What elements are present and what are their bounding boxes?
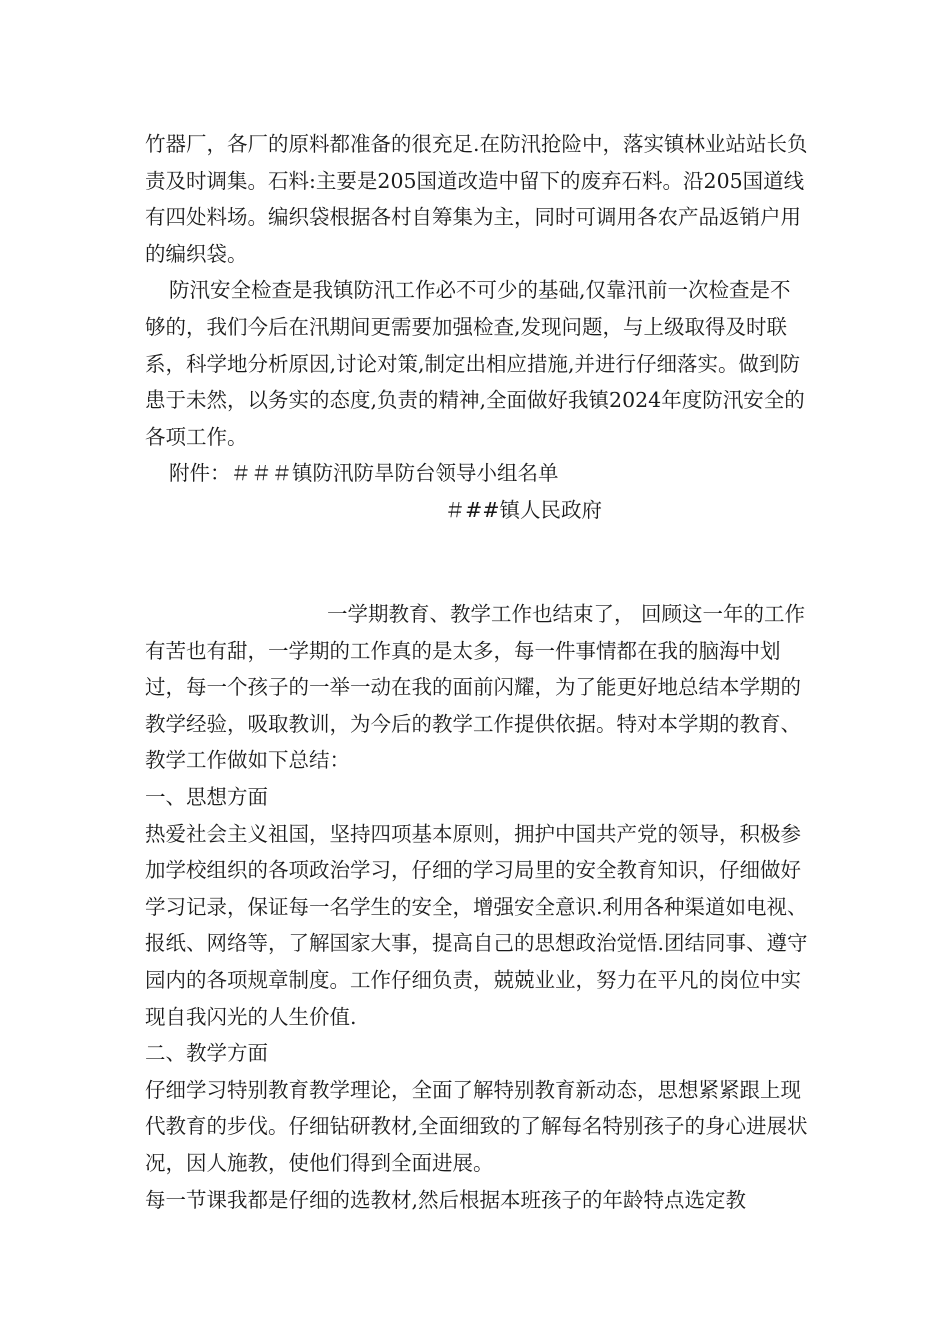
teaching-paragraph-2: 每一节课我都是仔细的选教材,然后根据本班孩子的年龄特点选定教 <box>145 1187 747 1212</box>
teaching-paragraph-1: 仔细学习特别教育教学理论，全面了解特别教育新动态，思想紧紧跟上现代教育的步伐。仔细钻研教材,全面细致的了解每名特别孩子的身心进展状况，因人施教，使他们得到全面进展。 <box>145 1077 808 1175</box>
summary-intro-paragraph: 一学期教育、教学工作也结束了， 回顾这一年的工作有苦也有甜，一学期的工作真的是太多，每一件事情都在我的脑海中划过，每一个孩子的一举一动在我的面前闪耀，为了能更好地总结本学期的教学经验，吸取教训，为今后的教学工作提供依据。特对本学期的教育、教学工作做如下总结： <box>145 602 806 773</box>
heading-thought: 一、思想方面 <box>145 784 268 809</box>
flood-control-section <box>145 126 810 529</box>
attachment-line: 附件：＃＃＃镇防汛防旱防台领导小组名单 <box>169 461 559 486</box>
teaching-summary-section <box>145 596 810 1218</box>
government-signature: ＃##镇人民政府 <box>444 497 602 522</box>
thought-paragraph: 热爱社会主义祖国，坚持四项基本原则，拥护中国共产党的领导，积极参加学校组织的各项政治学习，仔细的学习局里的安全教育知识，仔细做好学习记录，保证每一名学生的安全，增强安全意识.利用各种渠道如电视、报纸、网络等，了解国家大事，提高自己的思想政治觉悟.团结同事、遵守园内的各项规章制度。工作仔细负责，兢兢业业，努力在平凡的岗位中实现自我闪光的人生价值. <box>145 821 808 1029</box>
heading-teaching: 二、教学方面 <box>145 1041 268 1066</box>
safety-inspection-paragraph: 防汛安全检查是我镇防汛工作必不可少的基础,仅靠汛前一次检查是不够的，我们今后在汛期间更需要加强检查,发现问题，与上级取得及时联系，科学地分析原因,讨论对策,制定出相应措施,并进行仔细落实。做到防患于未然，以务实的态度,负责的精神,全面做好我镇2024年度防汛安全的各项工作。 <box>145 278 805 449</box>
materials-paragraph: 竹器厂，各厂的原料都准备的很充足.在防汛抢险中，落实镇林业站站长负责及时调集。石料:主要是205国道改造中留下的废弃石料。沿205国道线有四处料场。编织袋根据各村自筹集为主，同时可调用各农产品返销户用的编织袋。 <box>145 132 808 266</box>
